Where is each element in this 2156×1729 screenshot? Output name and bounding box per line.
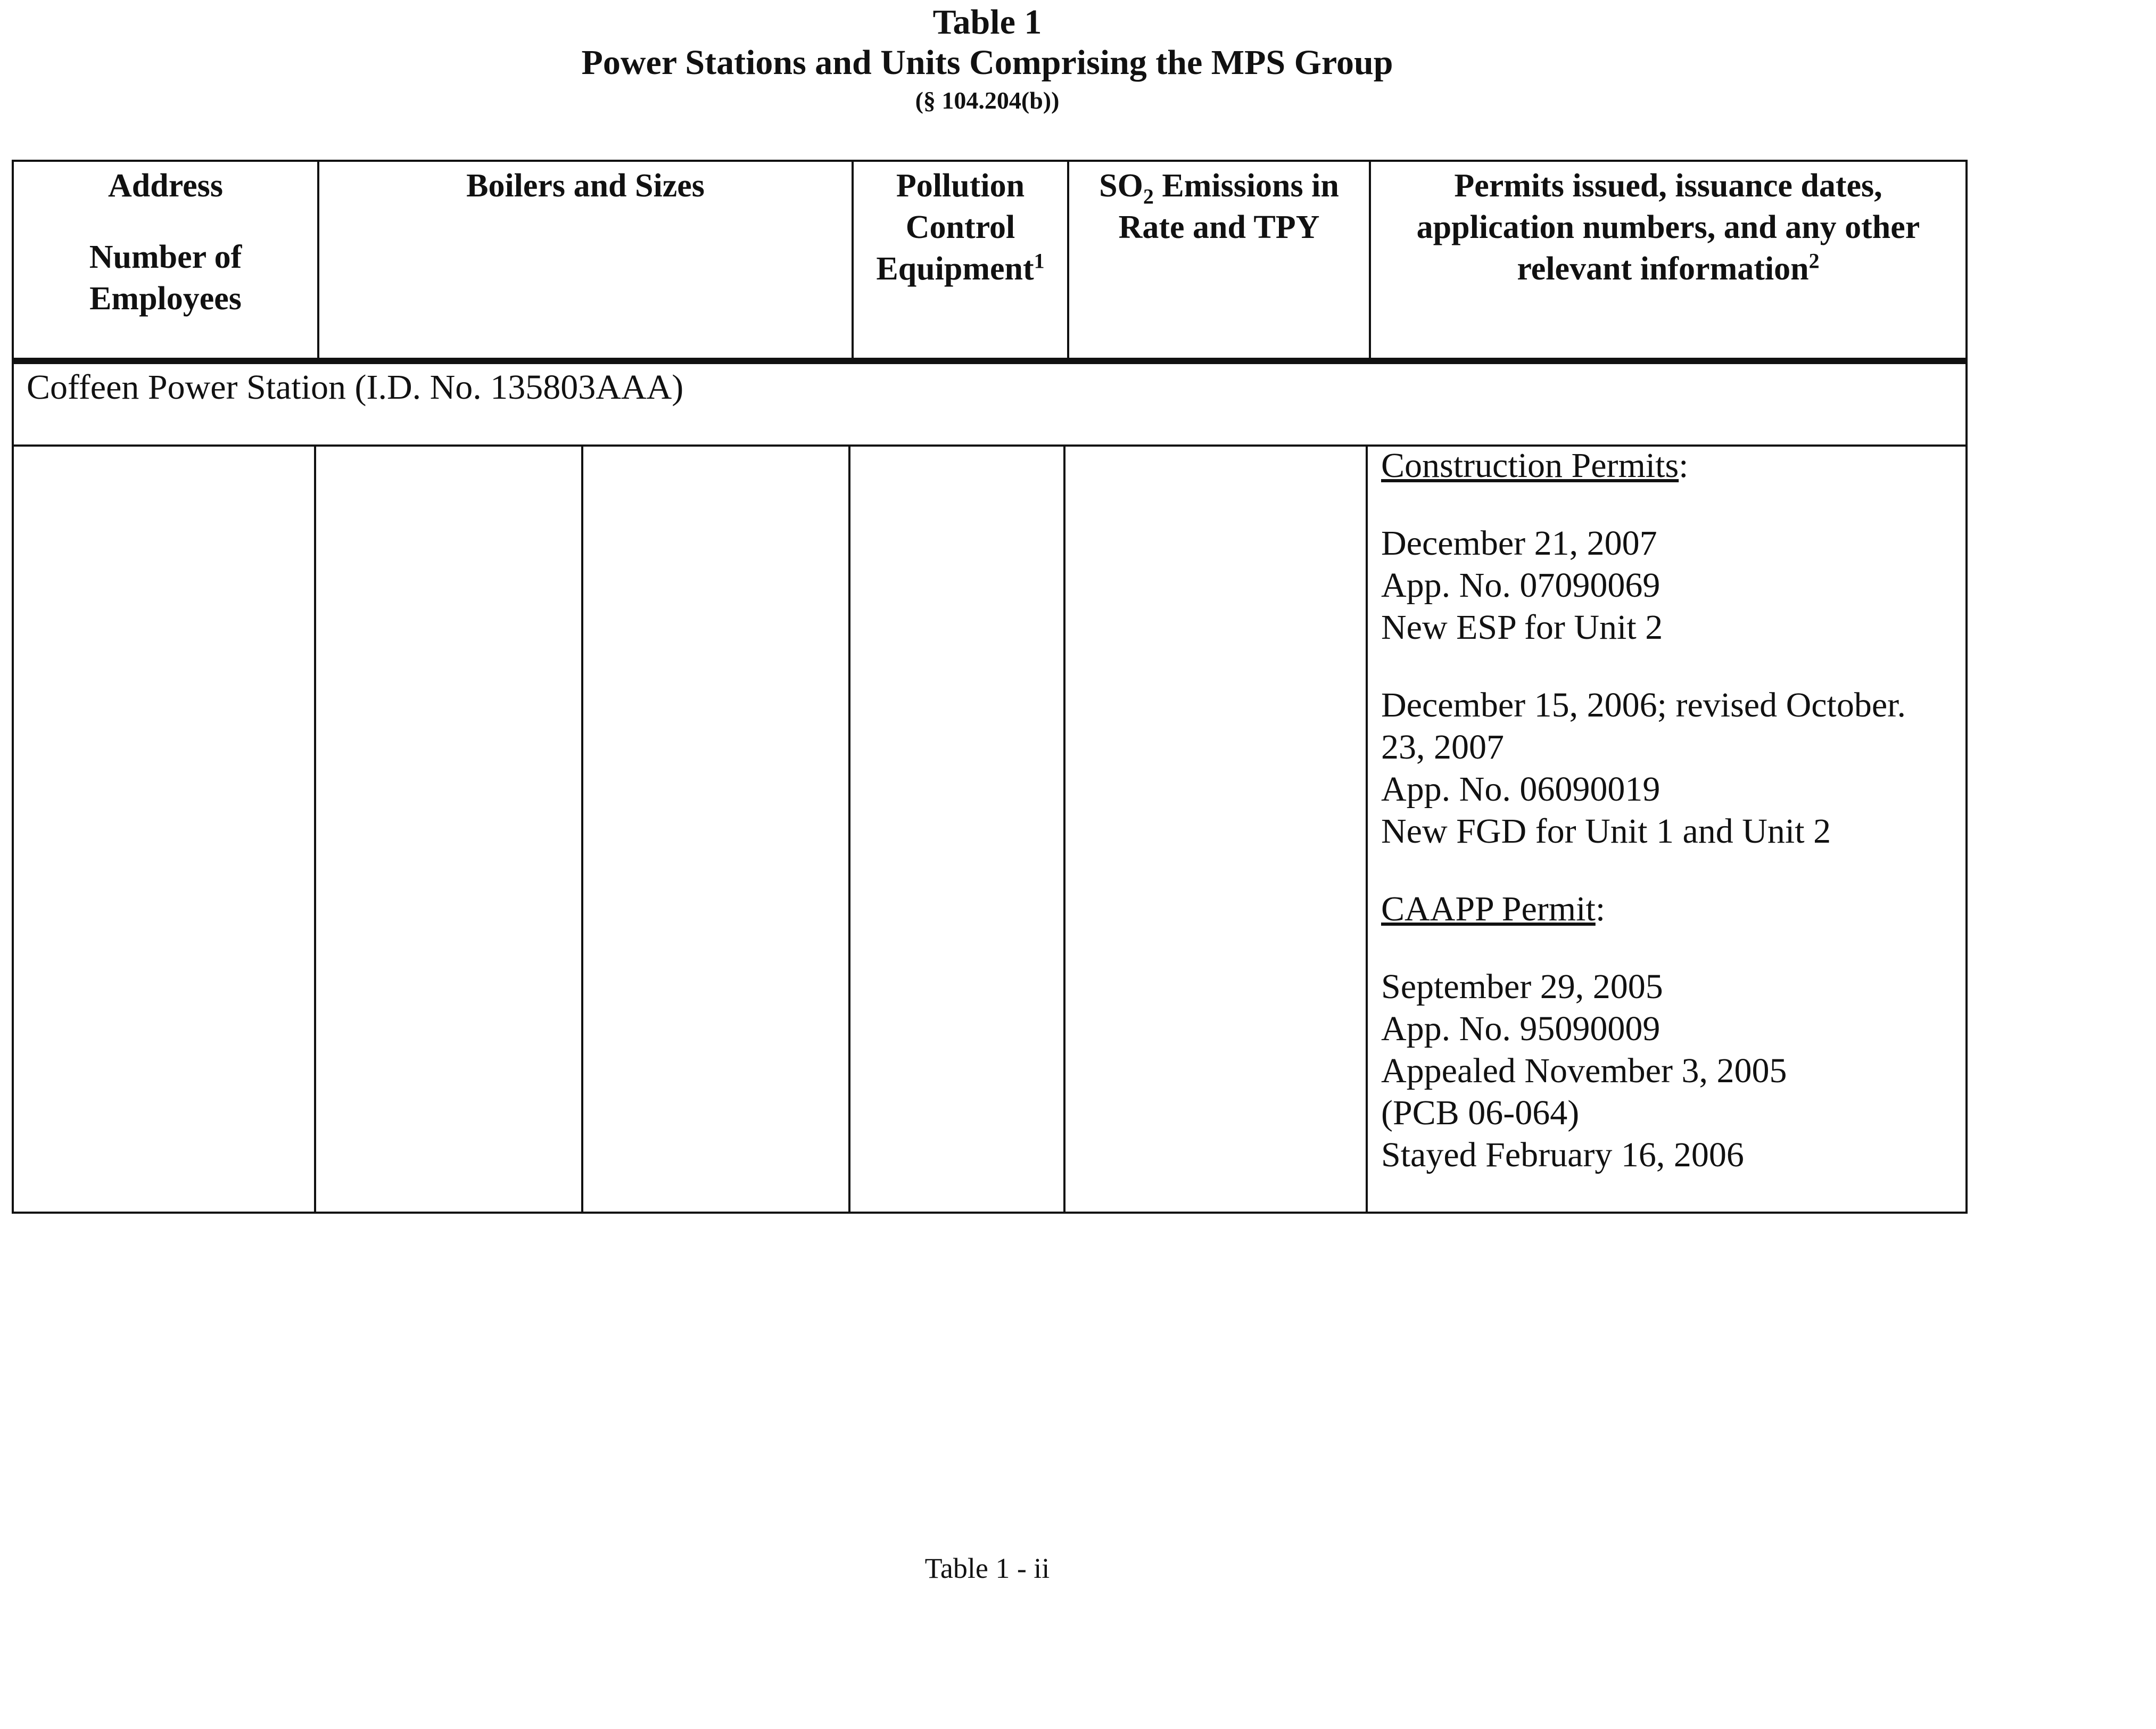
header-permits-label: Permits issued, issuance dates, <box>1454 168 1882 204</box>
permits-cell: Construction Permits: December 21, 2007 App. No. 07090069 New ESP for Unit 2 December 15, 2006; revised October. 23, 2007 App. No. 06090019 New FGD for Unit 1 and Unit 2 CAAPP Permit: September 29, 2005 App. No. 95090009 Appealed November 3, 2005 (PCB 06-064) Stayed February 16, 2006 <box>1381 444 1906 1176</box>
header-employees-label: Number of <box>89 239 242 275</box>
header-pollution <box>854 160 1067 290</box>
permit-entry-line: New FGD for Unit 1 and Unit 2 <box>1381 812 1831 851</box>
header-boilers <box>319 160 852 207</box>
caapp-permit-heading: CAAPP Permit <box>1381 890 1596 928</box>
body-col-rule <box>314 446 316 1214</box>
header-boilers-label: Boilers and Sizes <box>466 168 705 204</box>
header-rule <box>12 358 1968 364</box>
header-employees-label: Employees <box>89 281 242 317</box>
header-pollution-label: Control <box>905 209 1015 245</box>
permit-entry-line: December 15, 2006; revised October. <box>1381 686 1906 724</box>
permit-entry-line: Stayed February 16, 2006 <box>1381 1135 1744 1174</box>
station-name: Coffeen Power Station (I.D. No. 135803AAA) <box>27 368 684 407</box>
table-title: Table 1 <box>932 3 1042 42</box>
construction-permits-heading: Construction Permits <box>1381 446 1679 485</box>
body-col-rule <box>1063 446 1065 1214</box>
header-pollution-label: Pollution <box>896 168 1025 204</box>
table-citation: (§ 104.204(b)) <box>915 87 1060 114</box>
header-so2-label: Rate and TPY <box>1118 209 1320 245</box>
header-address <box>14 160 317 319</box>
permit-entry-line: App. No. 06090019 <box>1381 770 1661 809</box>
body-col-rule <box>581 446 583 1214</box>
header-permits <box>1371 160 1965 290</box>
permit-entry-line: App. No. 07090069 <box>1381 566 1661 605</box>
permit-entry-line: Appealed November 3, 2005 <box>1381 1051 1787 1090</box>
header-so2-label: Emissions in <box>1153 168 1339 204</box>
permit-entry-line: App. No. 95090009 <box>1381 1009 1661 1048</box>
header-so2-label: SO <box>1099 168 1143 204</box>
permit-entry-line: 23, 2007 <box>1381 728 1504 767</box>
permit-entry-line: New ESP for Unit 2 <box>1381 608 1663 647</box>
page-footer: Table 1 - ii <box>924 1552 1050 1584</box>
permit-entry-line: September 29, 2005 <box>1381 967 1663 1006</box>
header-pollution-label: Equipment <box>876 251 1034 287</box>
footnote-marker: 1 <box>1034 249 1045 273</box>
body-col-rule <box>1366 446 1368 1214</box>
header-permits-label: relevant information <box>1517 251 1809 287</box>
header-so2 <box>1069 160 1369 248</box>
permit-entry-line: December 21, 2007 <box>1381 524 1657 563</box>
header-address-label: Address <box>108 168 223 204</box>
body-col-rule <box>848 446 850 1214</box>
permit-entry-line: (PCB 06-064) <box>1381 1093 1580 1132</box>
table-subtitle: Power Stations and Units Comprising the MPS Group <box>581 43 1393 82</box>
footnote-marker: 2 <box>1808 249 1820 273</box>
header-permits-label: application numbers, and any other <box>1416 209 1920 245</box>
header-so2-subscript: 2 <box>1143 184 1154 209</box>
